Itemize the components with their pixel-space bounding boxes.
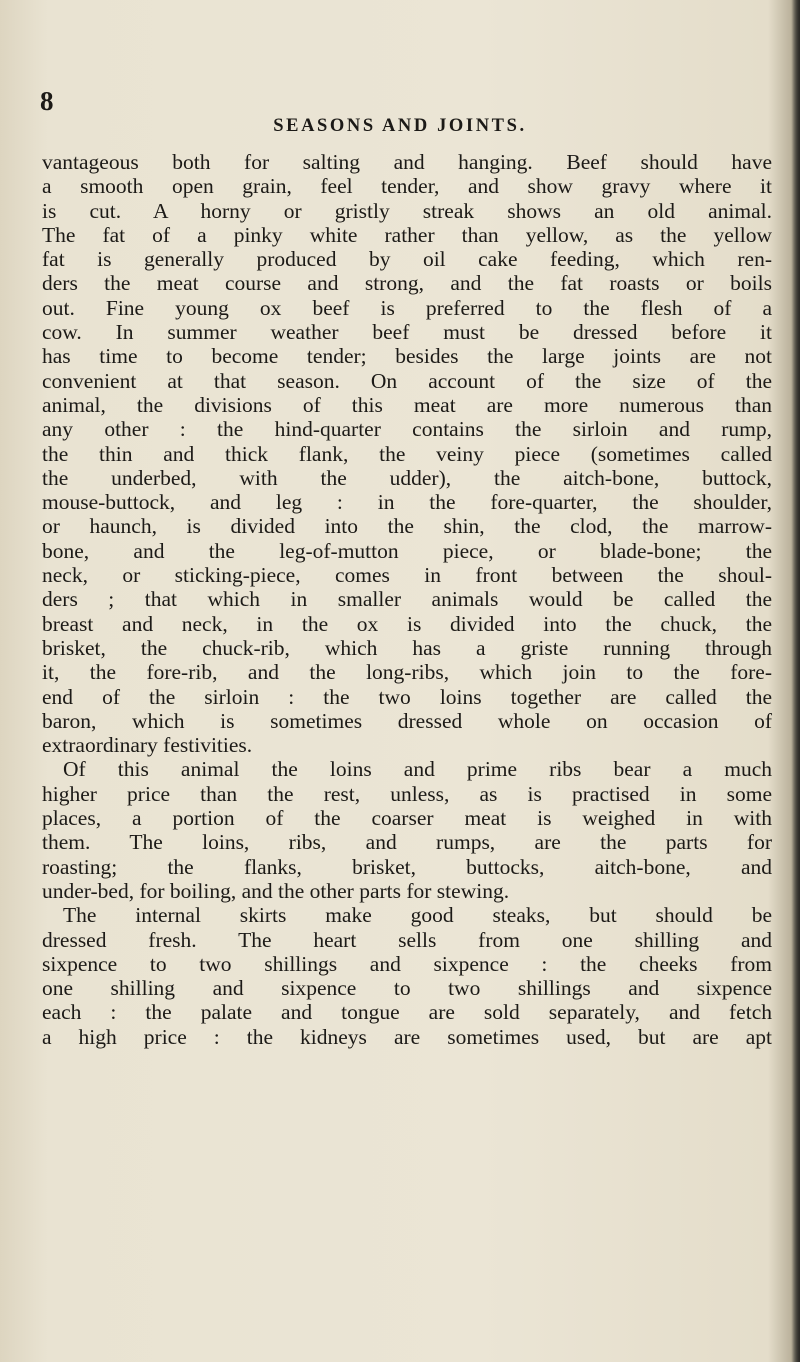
text-line: has time to become tender; besides the large joints are not [42, 344, 772, 369]
text-line: the thin and thick flank, the veiny piece (sometimes called [42, 441, 772, 466]
text-line: neck, or sticking-piece, comes in front between the shoul- [42, 563, 772, 588]
text-line: mouse-buttock, and leg : in the fore-quarter, the shoulder, [42, 490, 772, 515]
text-line: ders the meat course and strong, and the fat roasts or boils [42, 271, 772, 296]
text-line: brisket, the chuck-rib, which has a griste running through [42, 635, 772, 660]
text-line: under-bed, for boiling, and the other parts for stewing. [42, 878, 510, 903]
text-line: end of the sirloin : the two loins together are called the [42, 684, 772, 709]
text-line: or haunch, is divided into the shin, the clod, the marrow- [42, 514, 772, 539]
text-line: fat is generally produced by oil cake feeding, which ren- [42, 247, 772, 272]
text-line: places, a portion of the coarser meat is weighed in with [42, 806, 772, 831]
text-line: Of this animal the loins and prime ribs bear a much [63, 757, 772, 782]
text-line: it, the fore-rib, and the long-ribs, which join to the fore- [42, 660, 772, 685]
text-line: convenient at that season. On account of the size of the [42, 368, 772, 393]
text-line: roasting; the flanks, brisket, buttocks, aitch-bone, and [42, 854, 772, 879]
text-line: sixpence to two shillings and sixpence : the cheeks from [42, 951, 772, 976]
text-line: vantageous both for salting and hanging. Beef should have [42, 150, 772, 174]
body-text [42, 150, 772, 1049]
text-line: extraordinary festivities. [42, 733, 253, 758]
text-line: breast and neck, in the ox is divided into the chuck, the [42, 611, 772, 636]
text-line: baron, which is sometimes dressed whole on occasion of [42, 708, 772, 733]
text-line: cow. In summer weather beef must be dressed before it [42, 320, 772, 345]
text-line: each : the palate and tongue are sold separately, and fetch [42, 1000, 772, 1025]
page-number: 8 [40, 86, 54, 116]
text-line: animal, the divisions of this meat are more numerous than [42, 392, 772, 417]
running-title: SEASONS AND JOINTS. [273, 116, 527, 136]
text-line: a smooth open grain, feel tender, and show gravy where it [42, 174, 772, 199]
text-line: them. The loins, ribs, and rumps, are the parts for [42, 830, 772, 855]
text-line: is cut. A horny or gristly streak shows an old animal. [42, 198, 772, 223]
text-line: The internal skirts make good steaks, but should be [63, 903, 772, 928]
text-line: The fat of a pinky white rather than yellow, as the yellow [42, 222, 772, 247]
text-line: a high price : the kidneys are sometimes used, but are apt [42, 1024, 772, 1049]
text-line: any other : the hind-quarter contains the sirloin and rump, [42, 417, 772, 442]
text-line: the underbed, with the udder), the aitch-bone, buttock, [42, 465, 772, 490]
text-line: ders ; that which in smaller animals would be called the [42, 587, 772, 612]
page-edge-shadow [791, 0, 800, 1362]
text-line: one shilling and sixpence to two shillings and sixpence [42, 976, 772, 1001]
text-line: dressed fresh. The heart sells from one shilling and [42, 927, 772, 952]
text-line: higher price than the rest, unless, as is practised in some [42, 781, 772, 806]
text-line: out. Fine young ox beef is preferred to the flesh of a [42, 295, 772, 320]
text-line: bone, and the leg-of-mutton piece, or blade-bone; the [42, 538, 772, 563]
